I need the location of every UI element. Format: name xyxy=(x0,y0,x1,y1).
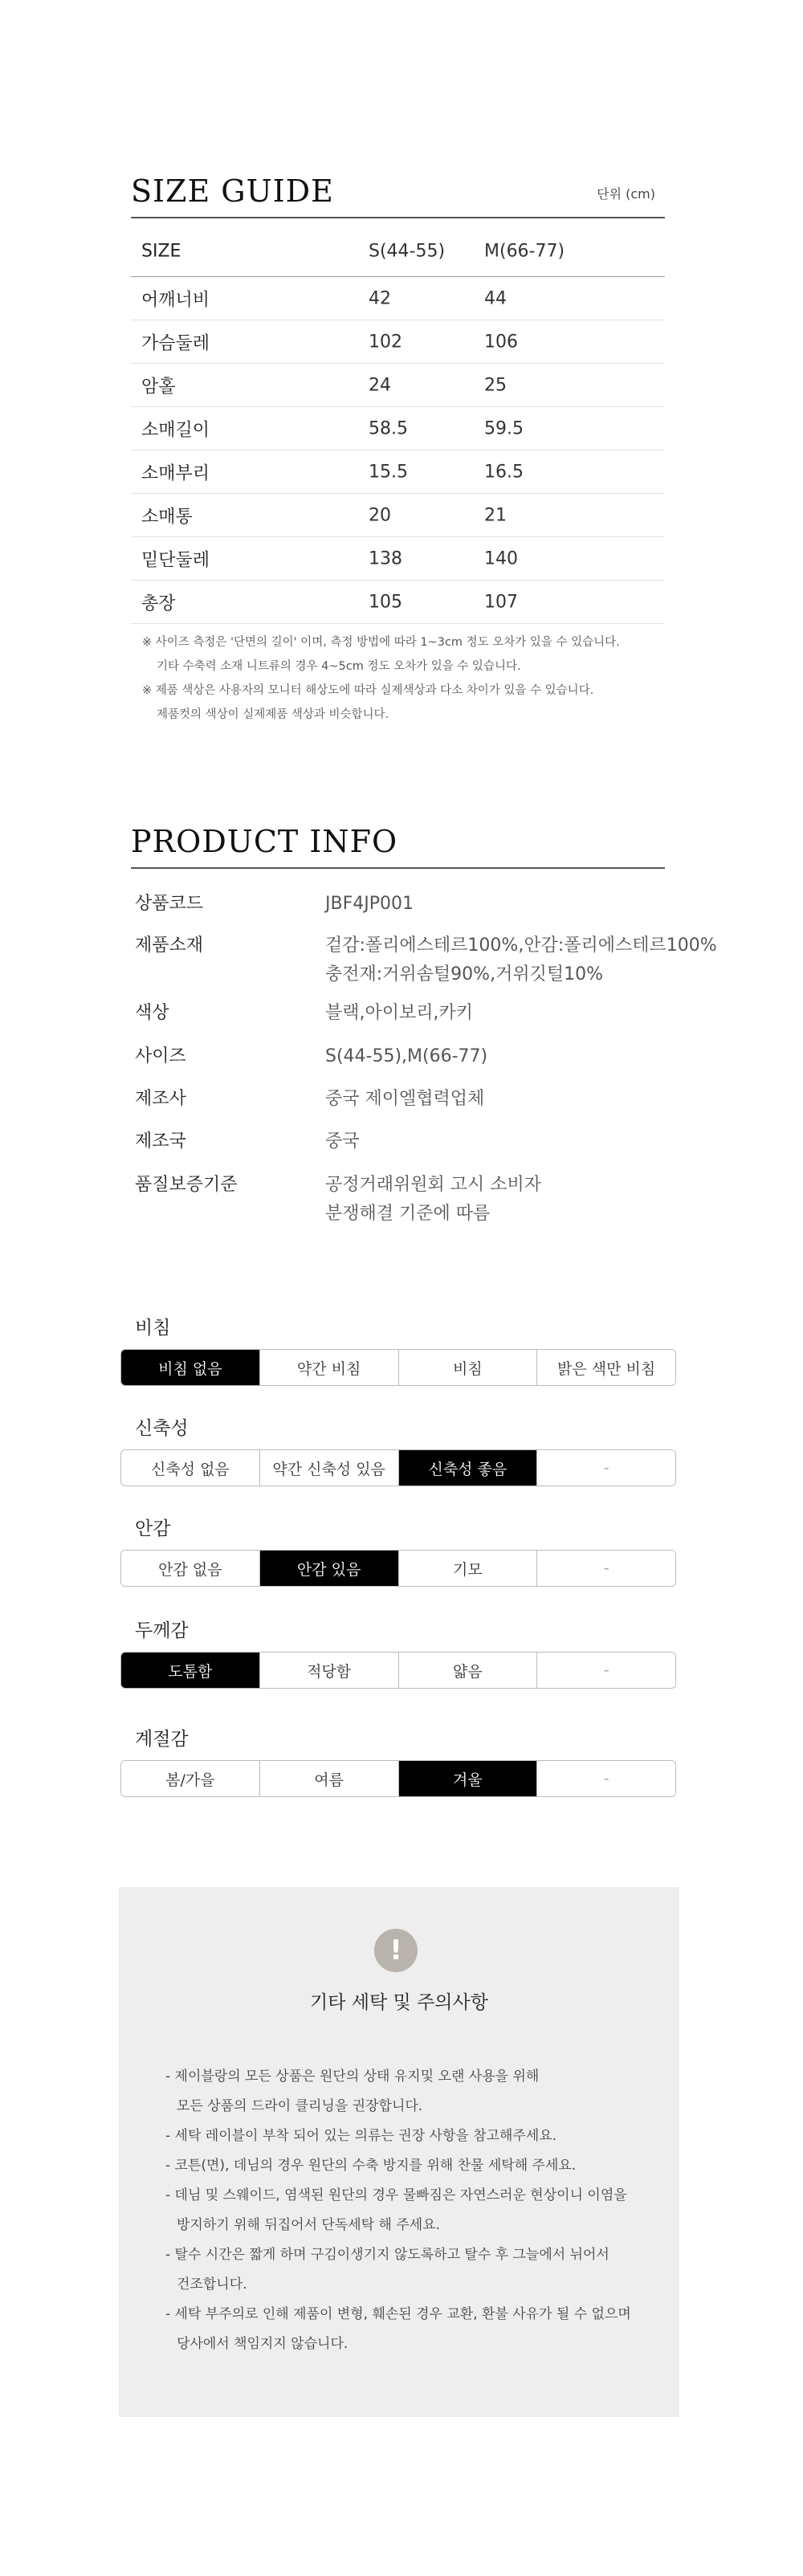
feature-option: 안감 없음 xyxy=(121,1551,260,1586)
care-line: 모든 상품의 드라이 클리닝을 권장합니다. xyxy=(177,2098,423,2114)
feature-option: 신축성 없음 xyxy=(121,1450,260,1486)
feature-option: - xyxy=(537,1450,675,1486)
info-value: 겉감:폴리에스테르100%,안감:폴리에스테르100% 충전재:거위솜털90%,거위깃털10% xyxy=(325,935,717,984)
row-value-m: 21 xyxy=(484,505,507,525)
note-line: 제품컷의 색상이 실제제품 색상과 비슷합니다. xyxy=(157,708,389,721)
info-label: 색상 xyxy=(135,1003,169,1023)
feature-label-elasticity: 신축성 xyxy=(135,1418,189,1439)
row-value-s: 138 xyxy=(369,548,402,569)
info-label: 사이즈 xyxy=(135,1046,186,1066)
table-row xyxy=(131,407,665,450)
size-header-label: SIZE xyxy=(141,241,181,262)
care-line: 건조합니다. xyxy=(177,2276,247,2293)
row-value-s: 58.5 xyxy=(369,418,408,438)
size-table xyxy=(131,226,665,624)
info-value: S(44-55),M(66-77) xyxy=(325,1046,488,1066)
size-guide-notes xyxy=(142,630,672,727)
row-label: 총장 xyxy=(141,593,176,613)
care-line: - 데님 및 스웨이드, 염색된 원단의 경우 물빠짐은 자연스러운 현상이니 이염을 xyxy=(165,2187,627,2203)
note-line: 기타 수축력 소재 니트류의 경우 4~5cm 정도 오차가 있을 수 있습니다. xyxy=(157,660,521,673)
feature-option: 약간 비침 xyxy=(260,1350,399,1385)
product-info-title: PRODUCT INFO xyxy=(131,824,398,859)
feature-label-season: 계절감 xyxy=(135,1729,189,1750)
care-title: 기타 세탁 및 주의사항 xyxy=(310,1992,488,2013)
feature-option: 안감 있음 xyxy=(260,1551,399,1586)
row-value-s: 102 xyxy=(369,332,402,352)
feature-option: 약간 신축성 있음 xyxy=(260,1450,399,1486)
feature-label-sheerness: 비침 xyxy=(135,1318,171,1339)
row-label: 암홀 xyxy=(141,377,176,397)
size-guide-title: SIZE GUIDE xyxy=(131,173,334,209)
row-value-m: 16.5 xyxy=(484,462,524,482)
row-label: 밑단둘레 xyxy=(141,550,210,570)
info-value: 블랙,아이보리,카키 xyxy=(325,1003,474,1023)
note-line: ※ 사이즈 측정은 '단면의 길이' 이며, 측정 방법에 따라 1~3cm 정도 오차가 있을 수 있습니다. xyxy=(142,636,620,649)
info-label: 제조국 xyxy=(135,1131,186,1151)
info-label: 상품코드 xyxy=(135,894,204,914)
row-label: 소매부리 xyxy=(141,463,210,483)
row-value-m: 25 xyxy=(484,375,507,395)
feature-option: 신축성 좋음 xyxy=(399,1450,538,1486)
feature-option: - xyxy=(537,1653,675,1688)
care-line: - 탈수 시간은 짧게 하며 구김이생기지 않도록하고 탈수 후 그늘에서 뉘어서 xyxy=(165,2247,609,2263)
info-label: 제품소재 xyxy=(135,935,204,956)
feature-bar-elasticity xyxy=(120,1449,676,1486)
table-row xyxy=(131,364,665,407)
table-row xyxy=(131,581,665,624)
row-label: 어깨너비 xyxy=(141,290,210,310)
row-label: 가슴둘레 xyxy=(141,333,210,353)
row-value-s: 20 xyxy=(369,505,391,525)
info-value: 중국 xyxy=(325,1131,360,1151)
care-line: - 코튼(면), 데님의 경우 원단의 수축 방지를 위해 찬물 세탁해 주세요. xyxy=(165,2158,577,2174)
info-value: JBF4JP001 xyxy=(325,894,414,914)
table-row xyxy=(131,494,665,537)
care-line: - 세탁 레이블이 부착 되어 있는 의류는 권장 사항을 참고해주세요. xyxy=(165,2128,557,2144)
care-line: - 제이블랑의 모든 상품은 원단의 상태 유지및 오랜 사용을 위해 xyxy=(165,2069,540,2085)
feature-option: 얇음 xyxy=(399,1653,538,1688)
feature-bar-lining xyxy=(120,1550,676,1587)
feature-bar-sheerness xyxy=(120,1349,676,1386)
table-row xyxy=(131,320,665,364)
table-row xyxy=(131,277,665,320)
size-header-m: M(66-77) xyxy=(484,241,565,262)
feature-option: 여름 xyxy=(260,1761,399,1796)
care-line: 당사에서 책임지지 않습니다. xyxy=(177,2336,349,2352)
row-value-s: 15.5 xyxy=(369,462,408,482)
row-label: 소매통 xyxy=(141,507,193,527)
size-header-s: S(44-55) xyxy=(369,241,446,262)
size-table-header xyxy=(131,226,665,277)
feature-option: 봄/가을 xyxy=(121,1761,260,1796)
feature-option: 밝은 색만 비침 xyxy=(537,1350,675,1385)
info-value: 공정거래위원회 고시 소비자 분쟁해결 기준에 따름 xyxy=(325,1175,542,1224)
row-value-m: 59.5 xyxy=(484,418,524,438)
feature-option: 적당함 xyxy=(260,1653,399,1688)
row-value-m: 107 xyxy=(484,592,518,612)
care-line: - 세탁 부주의로 인해 제품이 변형, 훼손된 경우 교환, 환불 사유가 될 수 없으며 xyxy=(165,2306,631,2322)
row-value-m: 140 xyxy=(484,548,518,569)
row-value-s: 42 xyxy=(369,288,391,308)
care-list xyxy=(165,2062,663,2359)
row-value-s: 105 xyxy=(369,592,402,612)
info-label: 품질보증기준 xyxy=(135,1175,238,1195)
note-line: ※ 제품 색상은 사용자의 모니터 해상도에 따라 실제색상과 다소 차이가 있을 수 있습니다. xyxy=(142,684,594,697)
feature-bar-thickness xyxy=(120,1652,676,1689)
row-value-m: 44 xyxy=(484,288,507,308)
info-value: 중국 제이엘협력업체 xyxy=(325,1089,485,1109)
size-guide-unit: 단위 (cm) xyxy=(597,186,655,202)
feature-option: 겨울 xyxy=(399,1761,538,1796)
care-notice-box xyxy=(119,1887,679,2417)
feature-option: - xyxy=(537,1761,675,1796)
size-guide-header xyxy=(131,169,665,218)
feature-option: 비침 없음 xyxy=(121,1350,260,1385)
row-label: 소매길이 xyxy=(141,420,210,440)
feature-bar-season xyxy=(120,1760,676,1797)
feature-option: 도톰함 xyxy=(121,1653,260,1688)
feature-label-thickness: 두께감 xyxy=(135,1620,189,1641)
care-line: 방지하기 위해 뒤집어서 단독세탁 해 주세요. xyxy=(177,2217,441,2233)
feature-option: 비침 xyxy=(399,1350,538,1385)
product-info-header xyxy=(131,811,665,869)
table-row xyxy=(131,450,665,494)
feature-option: 기모 xyxy=(399,1551,538,1586)
feature-option: - xyxy=(537,1551,675,1586)
feature-label-lining: 안감 xyxy=(135,1518,171,1539)
info-label: 제조사 xyxy=(135,1089,186,1109)
table-row xyxy=(131,537,665,581)
exclamation-icon: ! xyxy=(374,1929,418,1972)
row-value-m: 106 xyxy=(484,332,518,352)
row-value-s: 24 xyxy=(369,375,391,395)
